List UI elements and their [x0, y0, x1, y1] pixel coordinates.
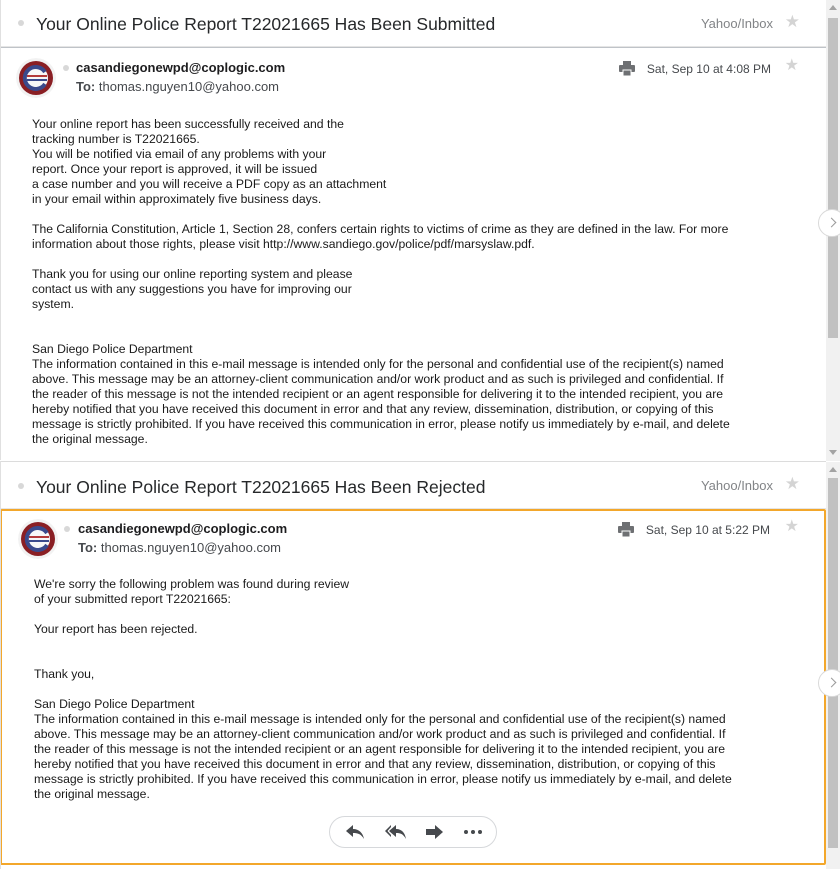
disclaimer-line: the original message.	[34, 787, 150, 801]
star-icon[interactable]: ★	[784, 57, 799, 74]
email-body	[32, 117, 802, 447]
unread-dot-icon[interactable]	[18, 20, 24, 26]
to-label: To:	[76, 79, 96, 94]
email-subject: Your Online Police Report T22021665 Has Been Submitted	[36, 14, 496, 34]
scroll-thumb[interactable]	[828, 478, 838, 848]
folder-label[interactable]: Yahoo/Inbox	[700, 16, 773, 31]
body-line: of your submitted report T22021665:	[34, 592, 231, 606]
sender-avatar[interactable]	[18, 519, 58, 559]
email-date: Sat, Sep 10 at 4:08 PM	[646, 62, 771, 76]
body-line: We're sorry the following problem was found during review	[34, 577, 350, 591]
disclaimer-line: message is strictly prohibited. If you have received this communication in error, please notify us immediately by e-mail, and delete	[34, 772, 732, 786]
subject-bar	[1, 461, 826, 509]
next-message-chevron-icon[interactable]	[818, 669, 840, 697]
body-line: You will be notified via email of any problems with your	[32, 147, 327, 161]
message-card-selected	[0, 509, 826, 865]
reply-all-icon[interactable]	[385, 824, 407, 840]
body-line: Your online report has been successfully received and the	[32, 117, 344, 131]
body-line: system.	[32, 297, 74, 311]
body-line: report. Once your report is approved, it will be issued	[32, 162, 318, 176]
scroll-thumb[interactable]	[828, 18, 838, 338]
body-line: information about those rights, please visit http://www.sandiego.gov/police/pdf/marsyslaw.pdf.	[32, 237, 535, 251]
email-subject: Your Online Police Report T22021665 Has Been Rejected	[36, 477, 486, 497]
disclaimer-line: the reader of this message is not the intended recipient or an agent responsible for delivering it to the intended recipient, you are	[32, 387, 724, 401]
more-icon[interactable]	[463, 824, 483, 840]
disclaimer-line: hereby notified that you have received this document in error and that any review, dissemination, distribution, or copying of this	[32, 402, 714, 416]
disclaimer-line: message is strictly prohibited. If you have received this communication in error, please notify us immediately by e-mail, and delete	[32, 417, 730, 431]
recipient-line	[76, 79, 279, 94]
signature: San Diego Police Department	[34, 697, 195, 711]
body-line: The California Constitution, Article 1, Section 28, confers certain rights to victims of crime as they are defined in the law. For more	[32, 222, 729, 236]
folder-label[interactable]: Yahoo/Inbox	[700, 478, 773, 493]
signature: San Diego Police Department	[32, 342, 193, 356]
message-action-bar	[329, 816, 497, 848]
disclaimer-line: The information contained in this e-mail message is intended only for the personal and confidential use of the recipient(s) named	[32, 357, 724, 371]
sender-status-icon	[63, 65, 69, 71]
body-line: Thank you for using our online reporting system and please	[32, 267, 353, 281]
sender-avatar[interactable]	[16, 58, 56, 98]
star-icon[interactable]: ★	[784, 12, 800, 31]
body-line: in your email within approximately five business days.	[32, 192, 322, 206]
disclaimer-line: above. This message may be an attorney-client communication and/or work product and as such is privileged and confidential. If	[32, 372, 724, 386]
print-icon[interactable]	[619, 61, 635, 76]
disclaimer-line: the reader of this message is not the intended recipient or an agent responsible for delivering it to the intended recipient, you are	[34, 742, 726, 756]
forward-icon[interactable]	[425, 824, 445, 840]
body-line: a case number and you will receive a PDF copy as an attachment	[32, 177, 387, 191]
to-label: To:	[78, 540, 98, 555]
recipient-line	[78, 540, 281, 555]
disclaimer-line: above. This message may be an attorney-client communication and/or work product and as such is privileged and confidential. If	[34, 727, 726, 741]
scroll-down-icon[interactable]	[829, 450, 837, 455]
unread-dot-icon[interactable]	[18, 483, 24, 489]
subject-bar	[1, 0, 826, 47]
body-line: Thank you,	[34, 667, 95, 681]
sender-address[interactable]: casandiegonewpd@coplogic.com	[76, 60, 286, 75]
scroll-up-icon[interactable]	[829, 5, 837, 10]
scroll-up-icon[interactable]	[829, 467, 837, 472]
message-pane-rejected	[0, 461, 826, 869]
email-body	[34, 577, 794, 802]
disclaimer-line: The information contained in this e-mail message is intended only for the personal and confidential use of the recipient(s) named	[34, 712, 726, 726]
disclaimer-line: the original message.	[32, 432, 148, 446]
body-line: Your report has been rejected.	[34, 622, 198, 636]
email-date: Sat, Sep 10 at 5:22 PM	[645, 523, 770, 537]
print-icon[interactable]	[618, 522, 634, 537]
body-line: contact us with any suggestions you have for improving our	[32, 282, 352, 296]
sender-status-icon	[64, 526, 70, 532]
body-line: tracking number is T22021665.	[32, 132, 200, 146]
disclaimer-line: hereby notified that you have received this document in error and that any review, dissemination, distribution, or copying of this	[34, 757, 716, 771]
message-card	[1, 47, 826, 460]
star-icon[interactable]: ★	[784, 474, 800, 493]
next-message-chevron-icon[interactable]	[818, 209, 840, 237]
sender-address[interactable]: casandiegonewpd@coplogic.com	[78, 521, 288, 536]
recipient-address[interactable]: thomas.nguyen10@yahoo.com	[98, 79, 280, 94]
reply-icon[interactable]	[345, 824, 365, 840]
scrollbar[interactable]	[826, 462, 840, 869]
recipient-address[interactable]: thomas.nguyen10@yahoo.com	[100, 540, 282, 555]
star-icon[interactable]: ★	[784, 518, 799, 535]
